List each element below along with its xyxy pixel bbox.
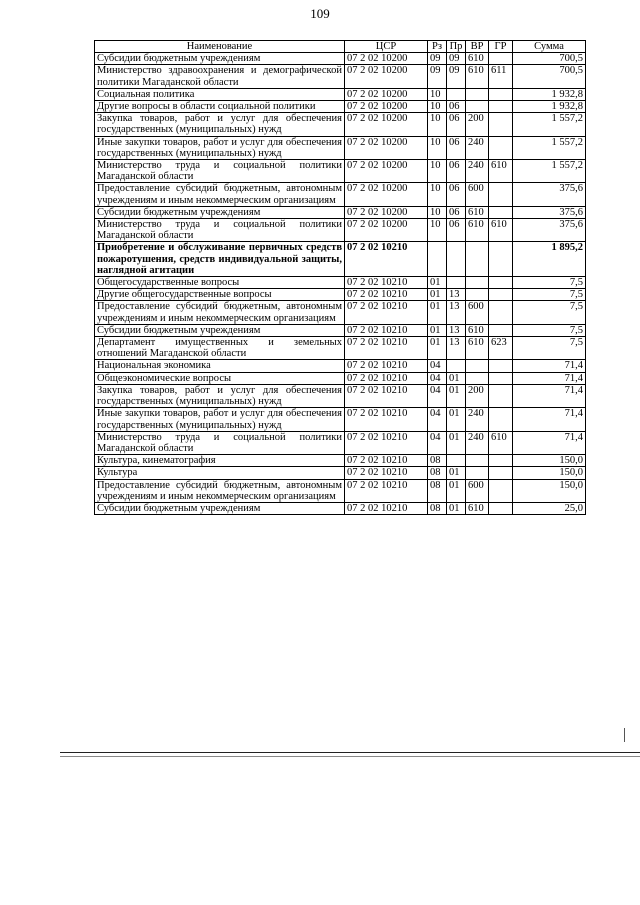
- cell-vr: 610: [466, 502, 489, 514]
- cell-gr: [489, 479, 513, 502]
- cell-csr: 07 2 02 10200: [345, 88, 428, 100]
- page-bottom-rule: [60, 752, 640, 753]
- cell-name: Социальная политика: [95, 88, 345, 100]
- cell-rz: 10: [428, 101, 447, 113]
- cell-csr: 07 2 02 10210: [345, 301, 428, 324]
- cell-sum: 150,0: [513, 455, 586, 467]
- cell-gr: [489, 384, 513, 407]
- cell-gr: [489, 408, 513, 431]
- cell-sum: 150,0: [513, 479, 586, 502]
- header-csr: ЦСР: [345, 41, 428, 53]
- cell-gr: [489, 324, 513, 336]
- cell-sum: 71,4: [513, 372, 586, 384]
- header-name: Наименование: [95, 41, 345, 53]
- cell-gr: [489, 88, 513, 100]
- cell-vr: 610: [466, 219, 489, 242]
- cell-rz: 04: [428, 372, 447, 384]
- cell-sum: 25,0: [513, 502, 586, 514]
- cell-pr: 13: [447, 301, 466, 324]
- cell-vr: 610: [466, 53, 489, 65]
- cell-csr: 07 2 02 10200: [345, 65, 428, 88]
- cell-rz: 10: [428, 88, 447, 100]
- cell-vr: 610: [466, 324, 489, 336]
- cell-rz: 09: [428, 53, 447, 65]
- cell-sum: 700,5: [513, 53, 586, 65]
- table-row: [95, 372, 586, 384]
- cell-name: Министерство труда и социальной политики Магаданской области: [95, 219, 345, 242]
- cell-rz: 10: [428, 136, 447, 159]
- cell-pr: 06: [447, 206, 466, 218]
- cell-vr: 600: [466, 301, 489, 324]
- cell-rz: 08: [428, 455, 447, 467]
- cell-vr: [466, 242, 489, 277]
- cell-vr: [466, 289, 489, 301]
- cell-vr: 240: [466, 408, 489, 431]
- cell-vr: 240: [466, 136, 489, 159]
- cell-name: Субсидии бюджетным учреждениям: [95, 502, 345, 514]
- header-rz: Рз: [428, 41, 447, 53]
- header-vr: ВР: [466, 41, 489, 53]
- cell-gr: 610: [489, 219, 513, 242]
- cell-csr: 07 2 02 10210: [345, 289, 428, 301]
- cell-vr: 240: [466, 160, 489, 183]
- cell-rz: [428, 242, 447, 277]
- cell-name: Другие вопросы в области социальной политики: [95, 101, 345, 113]
- cell-rz: 01: [428, 277, 447, 289]
- cell-rz: 10: [428, 206, 447, 218]
- cell-csr: 07 2 02 10200: [345, 206, 428, 218]
- cell-csr: 07 2 02 10210: [345, 277, 428, 289]
- cell-name: Другие общегосударственные вопросы: [95, 289, 345, 301]
- cell-gr: [489, 301, 513, 324]
- cell-pr: 01: [447, 479, 466, 502]
- table-header-row: [95, 41, 586, 53]
- cell-name: Предоставление субсидий бюджетным, автономным учреждениям и иным некоммерческим организациям: [95, 479, 345, 502]
- cell-gr: [489, 372, 513, 384]
- table-row: [95, 337, 586, 360]
- cell-pr: 01: [447, 384, 466, 407]
- cell-gr: [489, 113, 513, 136]
- cell-rz: 08: [428, 467, 447, 479]
- table-row: [95, 408, 586, 431]
- table-row: [95, 431, 586, 454]
- cell-vr: 600: [466, 183, 489, 206]
- cell-gr: [489, 53, 513, 65]
- cell-rz: 10: [428, 219, 447, 242]
- cell-sum: 1 932,8: [513, 101, 586, 113]
- margin-mark: [624, 728, 625, 742]
- cell-csr: 07 2 02 10210: [345, 360, 428, 372]
- table-row: [95, 113, 586, 136]
- cell-pr: 06: [447, 101, 466, 113]
- table-row: [95, 277, 586, 289]
- cell-gr: 623: [489, 337, 513, 360]
- cell-name: Министерство здравоохранения и демографической политики Магаданской области: [95, 65, 345, 88]
- cell-csr: 07 2 02 10200: [345, 101, 428, 113]
- cell-sum: 71,4: [513, 431, 586, 454]
- cell-name: Департамент имущественных и земельных отношений Магаданской области: [95, 337, 345, 360]
- cell-name: Субсидии бюджетным учреждениям: [95, 324, 345, 336]
- cell-name: Министерство труда и социальной политики Магаданской области: [95, 160, 345, 183]
- cell-sum: 71,4: [513, 384, 586, 407]
- cell-csr: 07 2 02 10210: [345, 324, 428, 336]
- cell-rz: 04: [428, 384, 447, 407]
- cell-rz: 04: [428, 431, 447, 454]
- cell-pr: 09: [447, 65, 466, 88]
- cell-csr: 07 2 02 10210: [345, 467, 428, 479]
- page-number: 109: [310, 6, 330, 21]
- cell-sum: 1 932,8: [513, 88, 586, 100]
- table-row: [95, 289, 586, 301]
- table-row: [95, 479, 586, 502]
- cell-gr: 610: [489, 431, 513, 454]
- cell-gr: [489, 277, 513, 289]
- cell-name: Приобретение и обслуживание первичных средств пожаротушения, средств индивидуальной защиты, наглядной агитации: [95, 242, 345, 277]
- table-row: [95, 183, 586, 206]
- cell-csr: 07 2 02 10210: [345, 384, 428, 407]
- cell-pr: 13: [447, 289, 466, 301]
- cell-vr: 610: [466, 65, 489, 88]
- cell-name: Закупка товаров, работ и услуг для обеспечения государственных (муниципальных) нужд: [95, 384, 345, 407]
- cell-vr: 240: [466, 431, 489, 454]
- budget-table: [94, 40, 586, 515]
- cell-name: Культура, кинематография: [95, 455, 345, 467]
- table-row: [95, 219, 586, 242]
- table-row: [95, 65, 586, 88]
- cell-name: Министерство труда и социальной политики Магаданской области: [95, 431, 345, 454]
- cell-csr: 07 2 02 10210: [345, 242, 428, 277]
- cell-sum: 375,6: [513, 183, 586, 206]
- cell-rz: 01: [428, 289, 447, 301]
- table-row: [95, 136, 586, 159]
- cell-vr: 200: [466, 113, 489, 136]
- cell-sum: 71,4: [513, 408, 586, 431]
- cell-pr: 06: [447, 183, 466, 206]
- cell-sum: 1 895,2: [513, 242, 586, 277]
- cell-csr: 07 2 02 10210: [345, 408, 428, 431]
- cell-sum: 1 557,2: [513, 113, 586, 136]
- cell-vr: [466, 372, 489, 384]
- table-row: [95, 88, 586, 100]
- table-row: [95, 467, 586, 479]
- cell-name: Иные закупки товаров, работ и услуг для обеспечения государственных (муниципальных) нужд: [95, 408, 345, 431]
- cell-name: Закупка товаров, работ и услуг для обеспечения государственных (муниципальных) нужд: [95, 113, 345, 136]
- cell-name: Национальная экономика: [95, 360, 345, 372]
- table-row: [95, 360, 586, 372]
- header-gr: ГР: [489, 41, 513, 53]
- table-row: [95, 502, 586, 514]
- cell-gr: [489, 467, 513, 479]
- cell-name: Предоставление субсидий бюджетным, автономным учреждениям и иным некоммерческим организациям: [95, 183, 345, 206]
- cell-sum: 150,0: [513, 467, 586, 479]
- cell-pr: 01: [447, 467, 466, 479]
- cell-rz: 04: [428, 360, 447, 372]
- page-bottom-rule-thin: [60, 756, 640, 757]
- cell-pr: 01: [447, 408, 466, 431]
- cell-gr: [489, 206, 513, 218]
- cell-pr: [447, 242, 466, 277]
- cell-pr: 06: [447, 219, 466, 242]
- cell-sum: 375,6: [513, 219, 586, 242]
- cell-sum: 7,5: [513, 277, 586, 289]
- cell-name: Общеэкономические вопросы: [95, 372, 345, 384]
- cell-vr: 610: [466, 206, 489, 218]
- cell-sum: 1 557,2: [513, 136, 586, 159]
- cell-rz: 01: [428, 337, 447, 360]
- cell-pr: [447, 277, 466, 289]
- cell-gr: [489, 183, 513, 206]
- cell-csr: 07 2 02 10200: [345, 219, 428, 242]
- cell-name: Культура: [95, 467, 345, 479]
- cell-csr: 07 2 02 10210: [345, 479, 428, 502]
- cell-pr: 09: [447, 53, 466, 65]
- table-row: [95, 160, 586, 183]
- cell-pr: 01: [447, 502, 466, 514]
- cell-vr: 200: [466, 384, 489, 407]
- cell-name: Субсидии бюджетным учреждениям: [95, 53, 345, 65]
- cell-gr: [489, 502, 513, 514]
- cell-csr: 07 2 02 10210: [345, 455, 428, 467]
- cell-vr: [466, 101, 489, 113]
- cell-gr: 611: [489, 65, 513, 88]
- cell-name: Субсидии бюджетным учреждениям: [95, 206, 345, 218]
- cell-csr: 07 2 02 10200: [345, 136, 428, 159]
- cell-vr: 600: [466, 479, 489, 502]
- cell-vr: 610: [466, 337, 489, 360]
- cell-rz: 10: [428, 183, 447, 206]
- table-row: [95, 455, 586, 467]
- cell-gr: [489, 289, 513, 301]
- header-sum: Сумма: [513, 41, 586, 53]
- table-body: [95, 53, 586, 515]
- table-row: [95, 242, 586, 277]
- cell-pr: [447, 455, 466, 467]
- cell-gr: [489, 101, 513, 113]
- cell-pr: 06: [447, 160, 466, 183]
- cell-gr: [489, 360, 513, 372]
- cell-rz: 01: [428, 301, 447, 324]
- cell-csr: 07 2 02 10210: [345, 502, 428, 514]
- cell-gr: [489, 136, 513, 159]
- cell-sum: 7,5: [513, 324, 586, 336]
- cell-name: Предоставление субсидий бюджетным, автономным учреждениям и иным некоммерческим организациям: [95, 301, 345, 324]
- table-row: [95, 206, 586, 218]
- cell-rz: 10: [428, 113, 447, 136]
- cell-name: Общегосударственные вопросы: [95, 277, 345, 289]
- cell-rz: 01: [428, 324, 447, 336]
- cell-sum: 1 557,2: [513, 160, 586, 183]
- cell-gr: 610: [489, 160, 513, 183]
- cell-vr: [466, 467, 489, 479]
- cell-csr: 07 2 02 10200: [345, 183, 428, 206]
- table-row: [95, 301, 586, 324]
- cell-pr: [447, 88, 466, 100]
- cell-csr: 07 2 02 10200: [345, 160, 428, 183]
- cell-vr: [466, 88, 489, 100]
- cell-rz: 08: [428, 502, 447, 514]
- cell-pr: [447, 360, 466, 372]
- cell-gr: [489, 242, 513, 277]
- cell-csr: 07 2 02 10200: [345, 113, 428, 136]
- cell-pr: 06: [447, 136, 466, 159]
- header-pr: Пр: [447, 41, 466, 53]
- cell-sum: 7,5: [513, 337, 586, 360]
- cell-pr: 01: [447, 431, 466, 454]
- cell-csr: 07 2 02 10210: [345, 337, 428, 360]
- cell-sum: 700,5: [513, 65, 586, 88]
- cell-gr: [489, 455, 513, 467]
- cell-rz: 08: [428, 479, 447, 502]
- table-row: [95, 324, 586, 336]
- cell-rz: 10: [428, 160, 447, 183]
- cell-pr: 01: [447, 372, 466, 384]
- cell-pr: 13: [447, 337, 466, 360]
- cell-vr: [466, 277, 489, 289]
- cell-pr: 06: [447, 113, 466, 136]
- cell-sum: 7,5: [513, 289, 586, 301]
- cell-csr: 07 2 02 10210: [345, 431, 428, 454]
- cell-sum: 375,6: [513, 206, 586, 218]
- cell-vr: [466, 455, 489, 467]
- cell-rz: 04: [428, 408, 447, 431]
- cell-rz: 09: [428, 65, 447, 88]
- cell-csr: 07 2 02 10200: [345, 53, 428, 65]
- cell-name: Иные закупки товаров, работ и услуг для обеспечения государственных (муниципальных) нужд: [95, 136, 345, 159]
- cell-vr: [466, 360, 489, 372]
- table-row: [95, 53, 586, 65]
- table-row: [95, 101, 586, 113]
- table-row: [95, 384, 586, 407]
- cell-sum: 71,4: [513, 360, 586, 372]
- cell-pr: 13: [447, 324, 466, 336]
- cell-sum: 7,5: [513, 301, 586, 324]
- cell-csr: 07 2 02 10210: [345, 372, 428, 384]
